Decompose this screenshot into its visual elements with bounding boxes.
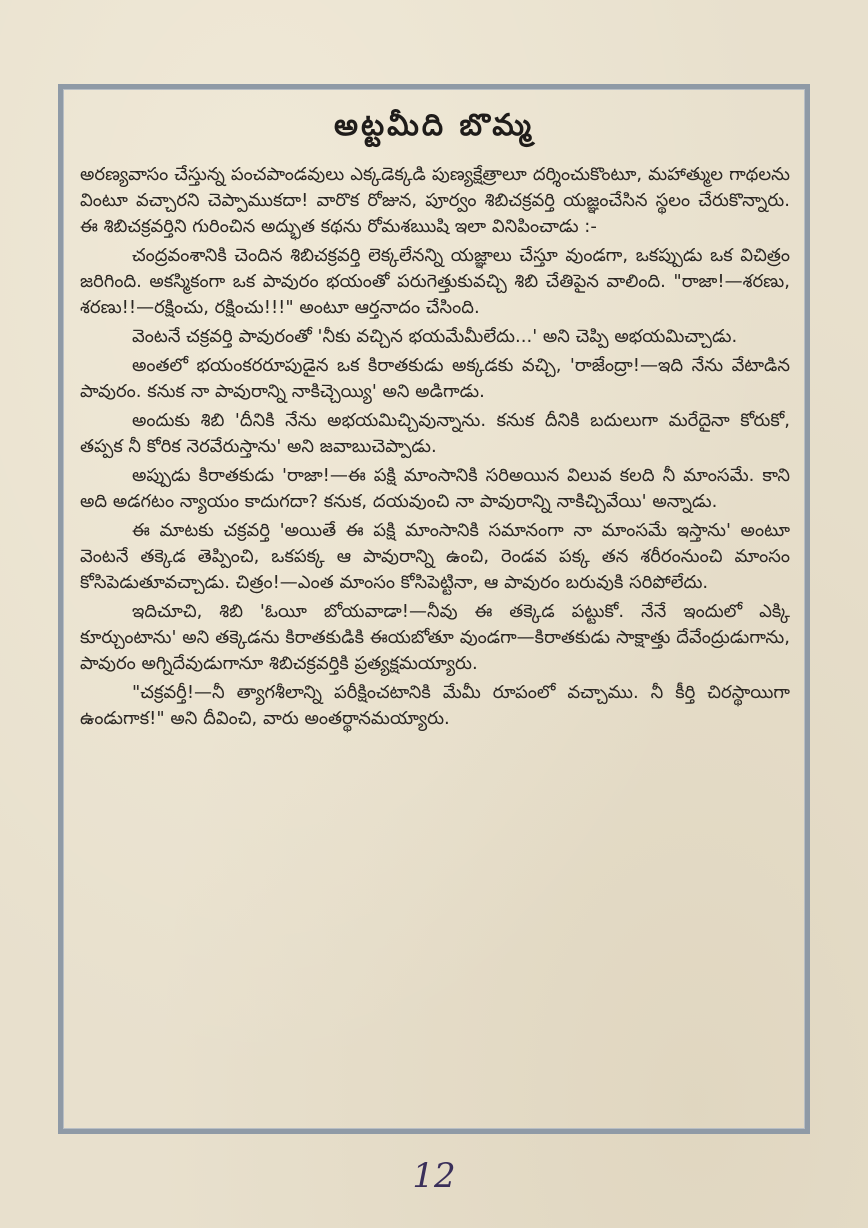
story-body — [80, 162, 790, 735]
paragraph-6: అప్పుడు కిరాతకుడు 'రాజా!—ఈ పక్షి మాంసానికి సరిఅయిన విలువ కలది నీ మాంసమే. కాని అది అడగటం న్యాయం కాదుగదా? కనుక, దయవుంచి నా పావురాన్ని నాకిచ్చివేయి' అన్నాడు. — [80, 465, 790, 512]
paragraph-3: వెంటనే చక్రవర్తి పావురంతో 'నీకు వచ్చిన భయమేమీలేదు...' అని చెప్పి అభయమిచ్చాడు. — [132, 326, 738, 347]
paragraph-8: ఇదిచూచి, శిబి 'ఓయీ బోయవాడా!—నీవు ఈ తక్కెడ పట్టుకో. నేనే ఇందులో ఎక్కి కూర్చుంటాను' అని తక్కెడను కిరాతకుడికి ఈయబోతూ వుండగా—కిరాతకుడు సాక్షాత్తు దేవేంద్రుడుగాను, పావురం అగ్నిదేవుడుగానూ శిబిచక్రవర్తికి ప్రత్యక్షమయ్యారు. — [80, 601, 790, 674]
paragraph-4: అంతలో భయంకరరూపుడైన ఒక కిరాతకుడు అక్కడకు వచ్చి, 'రాజేంద్రా!—ఇది నేను వేటాడిన పావురం. కనుక నా పావురాన్ని నాకిచ్చెయ్యి' అని అడిగాడు. — [80, 355, 790, 402]
page-number: 12 — [412, 1156, 456, 1196]
paragraph-5: అందుకు శిబి 'దీనికి నేను అభయమిచ్చివున్నాను. కనుక దీనికి బదులుగా మరేదైనా కోరుకో, తప్పక నీ కోరిక నెరవేరుస్తాను' అని జవాబుచెప్పాడు. — [80, 410, 790, 457]
paragraph-1: అరణ్యవాసం చేస్తున్న పంచపాండవులు ఎక్కడెక్కడి పుణ్యక్షేత్రాలూ దర్శించుకొంటూ, మహాత్ముల గాథలను వింటూ వచ్చారని చెప్పాముకదా! వారొక రోజున, పూర్వం శిబిచక్రవర్తి యజ్ఞంచేసిన స్థలం చేరుకొన్నారు. ఈ శిబిచక్రవర్తిని గురించిన అద్భుత కథను రోమశఋషి ఇలా వినిపించాడు :- — [80, 164, 790, 237]
paragraph-7: ఈ మాటకు చక్రవర్తి 'అయితే ఈ పక్షి మాంసానికి సమానంగా నా మాంసమే ఇస్తాను' అంటూ వెంటనే తక్కెడ తెప్పించి, ఒకపక్క ఆ పావురాన్ని ఉంచి, రెండవ పక్క తన శరీరంనుంచి మాంసం కోసిపెడుతూవచ్చాడు. చిత్రం!—ఎంత మాంసం కోసిపెట్టినా, ఆ పావురం బరువుకి సరిపోలేదు. — [80, 520, 790, 593]
paragraph-2: చంద్రవంశానికి చెందిన శిబిచక్రవర్తి లెక్కలేనన్ని యజ్ఞాలు చేస్తూ వుండగా, ఒకప్పుడు ఒక విచిత్రం జరిగింది. అకస్మికంగా ఒక పావురం భయంతో పరుగెత్తుకువచ్చి శిబి చేతిపైన వాలింది. "రాజా!—శరణు, శరణు!!—రక్షించు, రక్షించు!!!" అంటూ ఆర్తనాదం చేసింది. — [80, 245, 790, 318]
story-title: అట్టమీది బొమ్మ — [333, 108, 535, 143]
paragraph-9: "చక్రవర్తీ!—నీ త్యాగశీలాన్ని పరీక్షించటానికి మేమీ రూపంలో వచ్చాము. నీ కీర్తి చిరస్థాయిగా ఉండుగాక!" అని దీవించి, వారు అంతర్థానమయ్యారు. — [80, 682, 790, 729]
